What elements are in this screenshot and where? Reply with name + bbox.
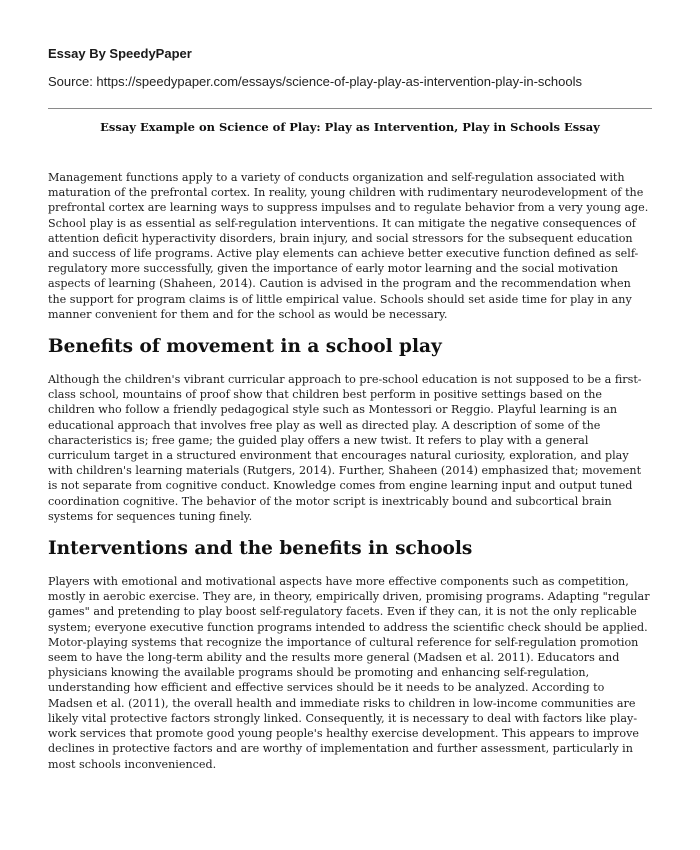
document-title: Essay Example on Science of Play: Play as Intervention, Play in Schools Essay: [100, 120, 600, 134]
essay-body: [48, 170, 652, 772]
intro-paragraph: Management functions apply to a variety of conducts organization and self-regulation associated with maturation of the prefrontal cortex. In reality, young children with rudimentary neurodevelopment of the prefrontal cortex are learning ways to suppress impulses and to regulate behavior from a very young age. School play is as essential as self-regulation interventions. It can mitigate the negative consequences of attention deficit hyperactivity disorders, brain injury, and social stressors for the subsequent education and success of life programs. Active play elements can achieve better executive function defined as self-regulatory more successfully, given the importance of early motor learning and the social motivation aspects of learning (Shaheen, 2014). Caution is advised in the program and the recommendation when the support for program claims is of little empirical value. Schools should set aside time for play in any manner convenient for them and for the school as would be necessary.: [48, 171, 649, 321]
source-line: Source: https://speedypaper.com/essays/science-of-play-play-as-intervention-play-in-schools: [48, 74, 582, 89]
brand-header: Essay By SpeedyPaper: [48, 46, 192, 61]
section-heading: Benefits of movement in a school play: [48, 336, 442, 358]
section-paragraph: Players with emotional and motivational aspects have more effective components such as competition, mostly in aerobic exercise. They are, in theory, empirically driven, promising programs. Adapting "regular games" and pretending to play boost self-regulatory facets. Even if they can, it is not the only replicable system; everyone executive function programs intended to address the scientific check should be applied. Motor-playing systems that recognize the importance of cultural reference for self-regulation promotion seem to have the long-term ability and the results more general (Madsen et al. 2011). Educators and physicians knowing the available programs should be promoting and enhancing self-regulation, understanding how efficient and effective services should be it needs to be analyzed. According to Madsen et al. (2011), the overall health and immediate risks to children in low-income communities are likely vital protective factors strongly linked. Consequently, it is necessary to deal with factors like play-work services that promote good young people's healthy exercise development. This appears to improve declines in protective factors and are worthy of implementation and further assessment, particularly in most schools inconvenienced.: [48, 575, 650, 771]
section-heading: Interventions and the benefits in schools: [48, 538, 473, 560]
section-paragraph: Although the children's vibrant curricular approach to pre-school education is not supposed to be a first-class school, mountains of proof show that children best perform in positive settings based on the children who follow a friendly pedagogical style such as Montessori or Reggio. Playful learning is an educational approach that involves free play as well as directed play. A description of some of the characteristics is; free game; the guided play offers a new twist. It refers to play with a general curriculum target in a structured environment that encourages natural curiosity, exploration, and play with children's learning materials (Rutgers, 2014). Further, Shaheen (2014) emphasized that; movement is not separate from cognitive conduct. Knowledge comes from engine learning input and output tuned coordination cognitive. The behavior of the motor script is inextricably bound and subcortical brain systems for sequences tuning finely.: [48, 373, 642, 523]
header-divider: [48, 108, 652, 109]
